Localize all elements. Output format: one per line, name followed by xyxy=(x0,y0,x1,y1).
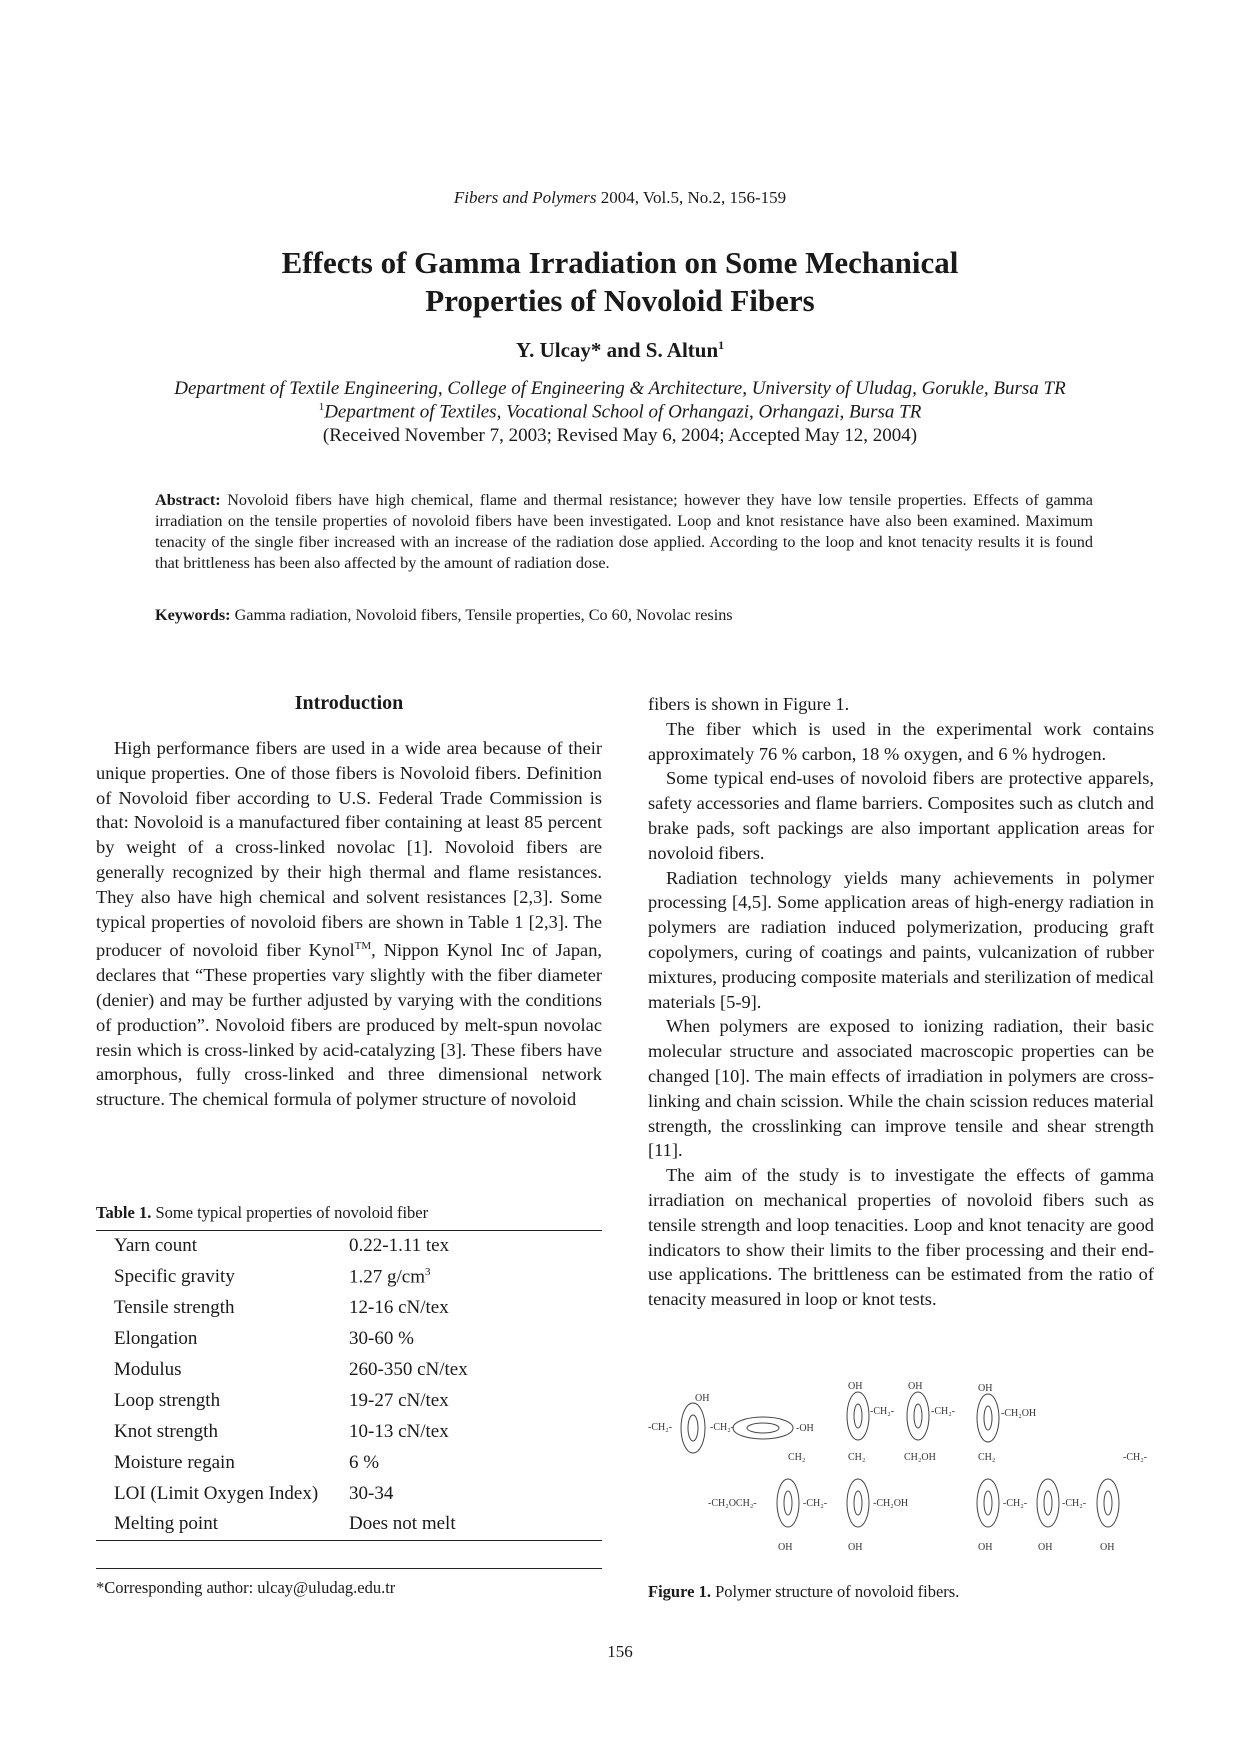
journal-header xyxy=(0,188,1240,208)
trademark: TM xyxy=(354,940,372,953)
value-text: 0.22-1.11 tex xyxy=(349,1235,450,1257)
title-line-1: Effects of Gamma Irradiation on Some Mechanical xyxy=(281,245,959,280)
chem-label: -OH xyxy=(796,1423,814,1434)
chem-label: OH xyxy=(695,1393,710,1404)
chem-label: -CH₂- xyxy=(803,1498,828,1509)
figure-caption xyxy=(648,1582,959,1602)
chem-label: -CH₂- xyxy=(1003,1498,1028,1509)
chem-label: -CH₂OH xyxy=(1001,1408,1037,1419)
table-cell-value xyxy=(349,1359,602,1381)
table-caption-label: Table 1. xyxy=(96,1203,152,1222)
chem-label: -CH₂- xyxy=(870,1406,895,1417)
chem-label: CH₂ xyxy=(788,1452,806,1463)
table-row xyxy=(96,1324,602,1355)
journal-info: 2004, Vol.5, No.2, 156-159 xyxy=(596,188,787,207)
paragraph: fibers is shown in Figure 1. xyxy=(648,694,850,714)
table-cell-property: Loop strength xyxy=(114,1389,221,1411)
chem-label: OH xyxy=(848,1381,863,1392)
table-cell-property: Melting point xyxy=(114,1513,218,1535)
table-caption xyxy=(96,1203,428,1223)
table-cell-property: Yarn count xyxy=(114,1235,198,1257)
abstract xyxy=(155,490,1093,574)
chem-label: -CH₂- xyxy=(648,1422,673,1433)
table-caption-text: Some typical properties of novoloid fiber xyxy=(151,1203,429,1222)
paragraph xyxy=(96,736,602,1112)
value-text: 6 % xyxy=(349,1451,380,1473)
chem-label: -CH₂- xyxy=(1123,1452,1148,1463)
paragraph: The aim of the study is to investigate the effects of gamma irradiation on mechanical properties of novoloid fibers such as tensile strength and loop tenacities. Loop and knot tenacity are good indicators to show their limits to the fiber processing and their end-use applications. The brittleness can be estimated from the ratio of tenacity measured in loop or knot tests. xyxy=(648,1165,1154,1310)
chem-label: OH xyxy=(978,1542,993,1553)
keywords-label: Keywords: xyxy=(155,606,231,624)
benzene-ring xyxy=(977,1479,999,1527)
paragraph-text: High performance fibers are used in a wide area because of their unique properties. One of those fibers is Novoloid fibers. Definition of Novoloid fiber according to U.S. Federal Trade Commission is that: Novoloid is a manufactured fiber containing at least 85 percent by weight of a cross-linked novolac [1]. Novoloid fibers are generally recognized by their high thermal and flame resistances. They also have high chemical and solvent resistances [2,3]. Some typical properties of novoloid fibers are shown in Table 1 [2,3]. The producer of novoloid fiber Kynol xyxy=(96,738,602,961)
polymer-structure-figure xyxy=(648,1378,1158,1578)
author-names: Y. Ulcay* and S. Altun xyxy=(515,338,719,362)
benzene-ring-inner xyxy=(784,1491,792,1515)
chem-label: -CH₂OH xyxy=(873,1498,909,1509)
benzene-ring xyxy=(977,1394,999,1442)
footnote-divider xyxy=(96,1568,602,1569)
title-line-2: Properties of Novoloid Fibers xyxy=(425,283,815,318)
table-cell-value xyxy=(349,1390,602,1412)
left-column-text xyxy=(96,736,602,1112)
chem-label: CH₂ xyxy=(978,1452,996,1463)
benzene-ring xyxy=(847,1392,869,1440)
table-cell-property: Moisture regain xyxy=(114,1451,235,1473)
table-cell-value xyxy=(349,1266,602,1288)
unit-superscript: 3 xyxy=(425,1266,431,1279)
paragraph: Radiation technology yields many achievements in polymer processing [4,5]. Some application areas of high-energy radiation in polymers are radiation induced polymerization, producing graft copolymers, curing of coatings and paints, vulcanization of rubber mixtures, producing composite materials and sterilization of medical materials [5-9]. xyxy=(648,867,1154,1012)
benzene-ring xyxy=(907,1392,929,1440)
table-cell-property: Knot strength xyxy=(114,1420,218,1442)
footnote: *Corresponding author: ulcay@uludag.edu.tr xyxy=(96,1578,396,1597)
table-cell-value xyxy=(349,1297,602,1319)
table-cell-property: Elongation xyxy=(114,1328,198,1350)
benzene-ring-inner xyxy=(747,1423,779,1433)
benzene-ring-inner xyxy=(984,1491,992,1515)
journal-name: Fibers and Polymers xyxy=(453,188,597,207)
chem-label: OH xyxy=(1038,1542,1053,1553)
chem-label: OH xyxy=(848,1542,863,1553)
abstract-label: Abstract: xyxy=(155,491,221,509)
chem-label: CH₂ xyxy=(848,1452,866,1463)
paragraph-text: , Nippon Kynol Inc of Japan, declares that “These properties vary slightly with the fiber diameter (denier) and may be further adjusted by varying with the conditions of production”. Novoloid fibers are produced by melt-spun novolac resin which is cross-linked by acid-catalyzing [3]. These fibers have amorphous, fully cross-linked and three dimensional network structure. The chemical formula of polymer structure of novoloid xyxy=(96,940,602,1110)
benzene-ring xyxy=(733,1417,793,1439)
paragraph: When polymers are exposed to ionizing radiation, their basic molecular structure and associated macroscopic properties can be changed [10]. The main effects of irradiation in polymers are cross-linking and chain scission. While the chain scission reduces material strength, the crosslinking can improve tensile and shear strength [11]. xyxy=(648,1016,1154,1161)
table-cell-property: Modulus xyxy=(114,1359,182,1380)
table-row xyxy=(96,1293,602,1324)
benzene-ring xyxy=(1097,1479,1119,1527)
table-row xyxy=(96,1385,602,1416)
value-text: Does not melt xyxy=(349,1513,456,1535)
table-row xyxy=(96,1355,602,1386)
benzene-ring-inner xyxy=(984,1406,992,1430)
author-superscript: 1 xyxy=(718,338,725,352)
benzene-ring xyxy=(777,1479,799,1527)
table-cell-property: Tensile strength xyxy=(114,1297,235,1319)
benzene-ring-inner xyxy=(1044,1491,1052,1515)
value-text: 19-27 cN/tex xyxy=(349,1389,449,1411)
figure-caption-text: Polymer structure of novoloid fibers. xyxy=(710,1582,960,1601)
keywords-text: Gamma radiation, Novoloid fibers, Tensile properties, Co 60, Novolac resins xyxy=(230,606,733,624)
chem-label: OH xyxy=(908,1381,923,1392)
table-cell-value xyxy=(349,1452,602,1474)
value-text: 30-34 xyxy=(349,1482,394,1504)
benzene-ring-inner xyxy=(1104,1491,1112,1515)
chem-label: -CH₂- xyxy=(1062,1498,1087,1509)
value-text: 260-350 cN/tex xyxy=(349,1359,468,1380)
table-cell-value xyxy=(349,1235,602,1257)
paper-title xyxy=(170,244,1070,320)
table-row xyxy=(96,1262,602,1293)
authors xyxy=(0,338,1240,363)
figure-caption-label: Figure 1. xyxy=(648,1582,711,1601)
abstract-text: Novoloid fibers have high chemical, flame and thermal resistance; however they have low tensile properties. Effects of gamma irradiation on the tensile properties of novoloid fibers have been investigated. Loop and knot resistance have also been examined. Maximum tenacity of the single fiber increased with an increase of the radiation dose applied. According to the loop and knot tenacity results it is found that brittleness has been also affected by the amount of radiation dose. xyxy=(155,491,1093,572)
table-row xyxy=(96,1231,602,1262)
chem-label: -CH₂- xyxy=(931,1406,956,1417)
table-row xyxy=(96,1509,602,1540)
benzene-ring xyxy=(1037,1479,1059,1527)
table-cell-value xyxy=(349,1483,602,1505)
chem-label: CH₂OH xyxy=(904,1452,936,1463)
table-cell-property: LOI (Limit Oxygen Index) xyxy=(114,1482,319,1504)
table-cell-value xyxy=(349,1328,602,1350)
affiliation-1: Department of Textile Engineering, College of Engineering & Architecture, University of Uludag, Gorukle, Bursa TR xyxy=(174,378,1066,399)
received-dates: (Received November 7, 2003; Revised May 6, 2004; Accepted May 12, 2004) xyxy=(322,425,918,446)
value-text: 30-60 % xyxy=(349,1328,414,1350)
properties-table xyxy=(96,1230,602,1541)
benzene-ring-inner xyxy=(688,1415,698,1441)
paragraph: The fiber which is used in the experimental work contains approximately 76 % carbon, 18 % oxygen, and 6 % hydrogen. xyxy=(648,718,1154,764)
chem-label: OH xyxy=(1100,1542,1115,1553)
table-cell-value xyxy=(349,1421,602,1443)
value-text: 12-16 cN/tex xyxy=(349,1297,449,1319)
benzene-ring xyxy=(847,1479,869,1527)
chem-label: -CH₂- xyxy=(710,1422,735,1433)
page-number: 156 xyxy=(607,1642,633,1661)
section-heading-introduction: Introduction xyxy=(294,692,404,714)
benzene-ring-inner xyxy=(854,1491,862,1515)
table-row xyxy=(96,1478,602,1509)
affiliation-marker: 1 xyxy=(318,401,325,413)
benzene-ring-inner xyxy=(854,1404,862,1428)
benzene-ring-inner xyxy=(914,1404,922,1428)
chem-label: OH xyxy=(778,1542,793,1553)
table-row xyxy=(96,1416,602,1447)
value-text: 1.27 g/cm xyxy=(349,1266,425,1288)
table-row xyxy=(96,1447,602,1478)
table-cell-value xyxy=(349,1513,602,1535)
right-column-text xyxy=(648,692,1154,1312)
table-cell-property: Specific gravity xyxy=(114,1266,235,1288)
chem-label: OH xyxy=(978,1383,993,1394)
affiliation-2 xyxy=(0,401,1240,423)
paragraph: Some typical end-uses of novoloid fibers are protective apparels, safety accessories and flame barriers. Composites such as clutch and brake pads, soft packings are also important application areas for novoloid fibers. xyxy=(648,768,1154,863)
keywords xyxy=(155,606,1093,625)
affiliation-2-text: Department of Textiles, Vocational School of Orhangazi, Orhangazi, Bursa TR xyxy=(324,401,922,423)
benzene-ring xyxy=(681,1403,705,1453)
value-text: 10-13 cN/tex xyxy=(349,1420,449,1442)
chem-label: -CH₂OCH₂- xyxy=(708,1498,757,1509)
